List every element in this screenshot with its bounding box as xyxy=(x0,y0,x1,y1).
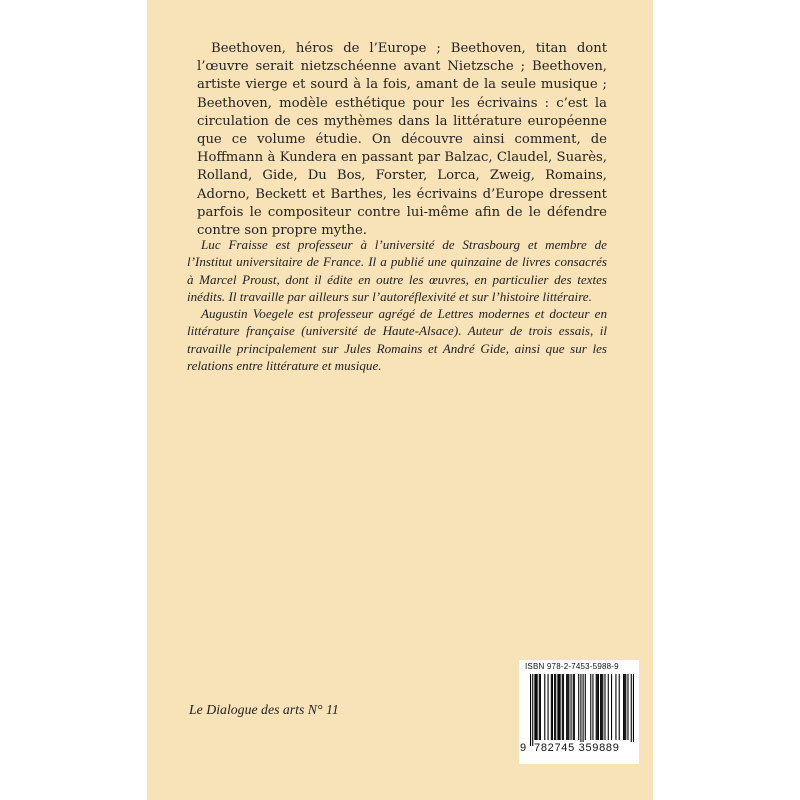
barcode-bar xyxy=(592,674,593,740)
barcode-bar xyxy=(563,674,564,740)
barcode-bar xyxy=(566,674,567,740)
barcode-bar xyxy=(573,674,574,740)
barcode-bar xyxy=(571,674,572,740)
author-bios xyxy=(187,236,607,374)
barcode-bar xyxy=(560,674,561,740)
book-summary: Beethoven, héros de l’Europe ; Beethoven, titan dont l’œuvre serait nietzschéenne avant Nietzsche ; Beethoven, artiste vierge et sourd à la fois, amant de la seule musique ; Beethoven, modèle esthétique pour les écrivains : c’est la circulation de ces mythèmes dans la littérature européenne que ce volume étudie. On découvre ainsi comment, de Hoffmann à Kundera en passant par Balzac, Claudel, Suarès, Rolland, Gide, Du Bos, Forster, Lorca, Zweig, Romains, Adorno, Beckett et Barthes, les écrivains d’Europe dressent parfois le compositeur contre lui-même afin de le défendre contre son propre mythe. xyxy=(197,41,607,239)
ean-digits: 782745 359889 xyxy=(534,742,636,754)
barcode-bar xyxy=(619,674,620,740)
barcode-bar xyxy=(600,674,601,740)
barcode-bar xyxy=(557,674,558,740)
barcode-bar xyxy=(608,674,609,740)
barcode-bar xyxy=(590,674,591,740)
barcode-bar xyxy=(562,674,563,740)
barcode-bar xyxy=(551,674,552,740)
barcode-bar xyxy=(539,674,540,740)
barcode-bar xyxy=(583,674,584,746)
barcode-bar xyxy=(534,674,535,740)
barcode-bar xyxy=(598,674,599,740)
barcode-bar xyxy=(535,674,536,740)
barcode-bar xyxy=(615,674,616,740)
barcode-bar xyxy=(633,674,634,746)
isbn-label: ISBN 978-2-7453-5988-9 xyxy=(525,662,619,671)
barcode-bar xyxy=(623,674,624,740)
barcode-bar xyxy=(567,674,568,740)
barcode-bar xyxy=(602,674,603,740)
barcode-bar xyxy=(548,674,549,740)
ean-first-digit: 9 xyxy=(520,742,527,754)
barcode-bar xyxy=(601,674,602,740)
series-title: Le Dialogue des arts N° 11 xyxy=(189,702,339,717)
barcode-bar xyxy=(624,674,625,740)
barcode-bar xyxy=(532,674,533,746)
barcode-bar xyxy=(611,674,612,740)
barcode-bar xyxy=(627,674,628,740)
barcode-bar xyxy=(596,674,597,740)
barcode-bar xyxy=(597,674,598,740)
barcode-bar xyxy=(552,674,553,740)
barcode-bar xyxy=(537,674,538,740)
barcode-bar xyxy=(555,674,556,740)
barcode-bars xyxy=(530,674,634,746)
barcode-bar xyxy=(558,674,559,740)
barcode-bar xyxy=(580,674,581,746)
barcode-bar xyxy=(544,674,545,740)
barcode-bar xyxy=(578,674,579,740)
author-bio-augustin-voegele: Augustin Voegele est professeur agrégé de Lettres modernes et docteur en littérature française (université de Haute-Alsace). Auteur de trois essais, il travaille principalement sur Jules Romains et André Gide, ainsi que sur les relations entre littérature et musique. xyxy=(187,306,607,374)
barcode-bar xyxy=(540,674,541,740)
back-cover xyxy=(147,0,653,800)
barcode-bar xyxy=(604,674,605,740)
barcode-bar xyxy=(631,674,632,746)
author-bio-luc-fraisse: Luc Fraisse est professeur à l’université de Strasbourg et membre de l’Institut universitaire de France. Il a publié une quinzaine de livres consacrés à Marcel Proust, dont il édite en outre les œuvres, en particulier des textes inédits. Il travaille par ailleurs sur l’autoréflexivité et sur l’histoire littéraire. xyxy=(187,237,607,304)
barcode-bar xyxy=(585,674,586,740)
barcode-bar xyxy=(530,674,531,746)
barcode-bar xyxy=(625,674,626,740)
barcode-bar xyxy=(574,674,575,740)
barcode-bar xyxy=(554,674,555,740)
isbn-barcode xyxy=(519,660,639,764)
barcode-bar xyxy=(568,674,569,740)
